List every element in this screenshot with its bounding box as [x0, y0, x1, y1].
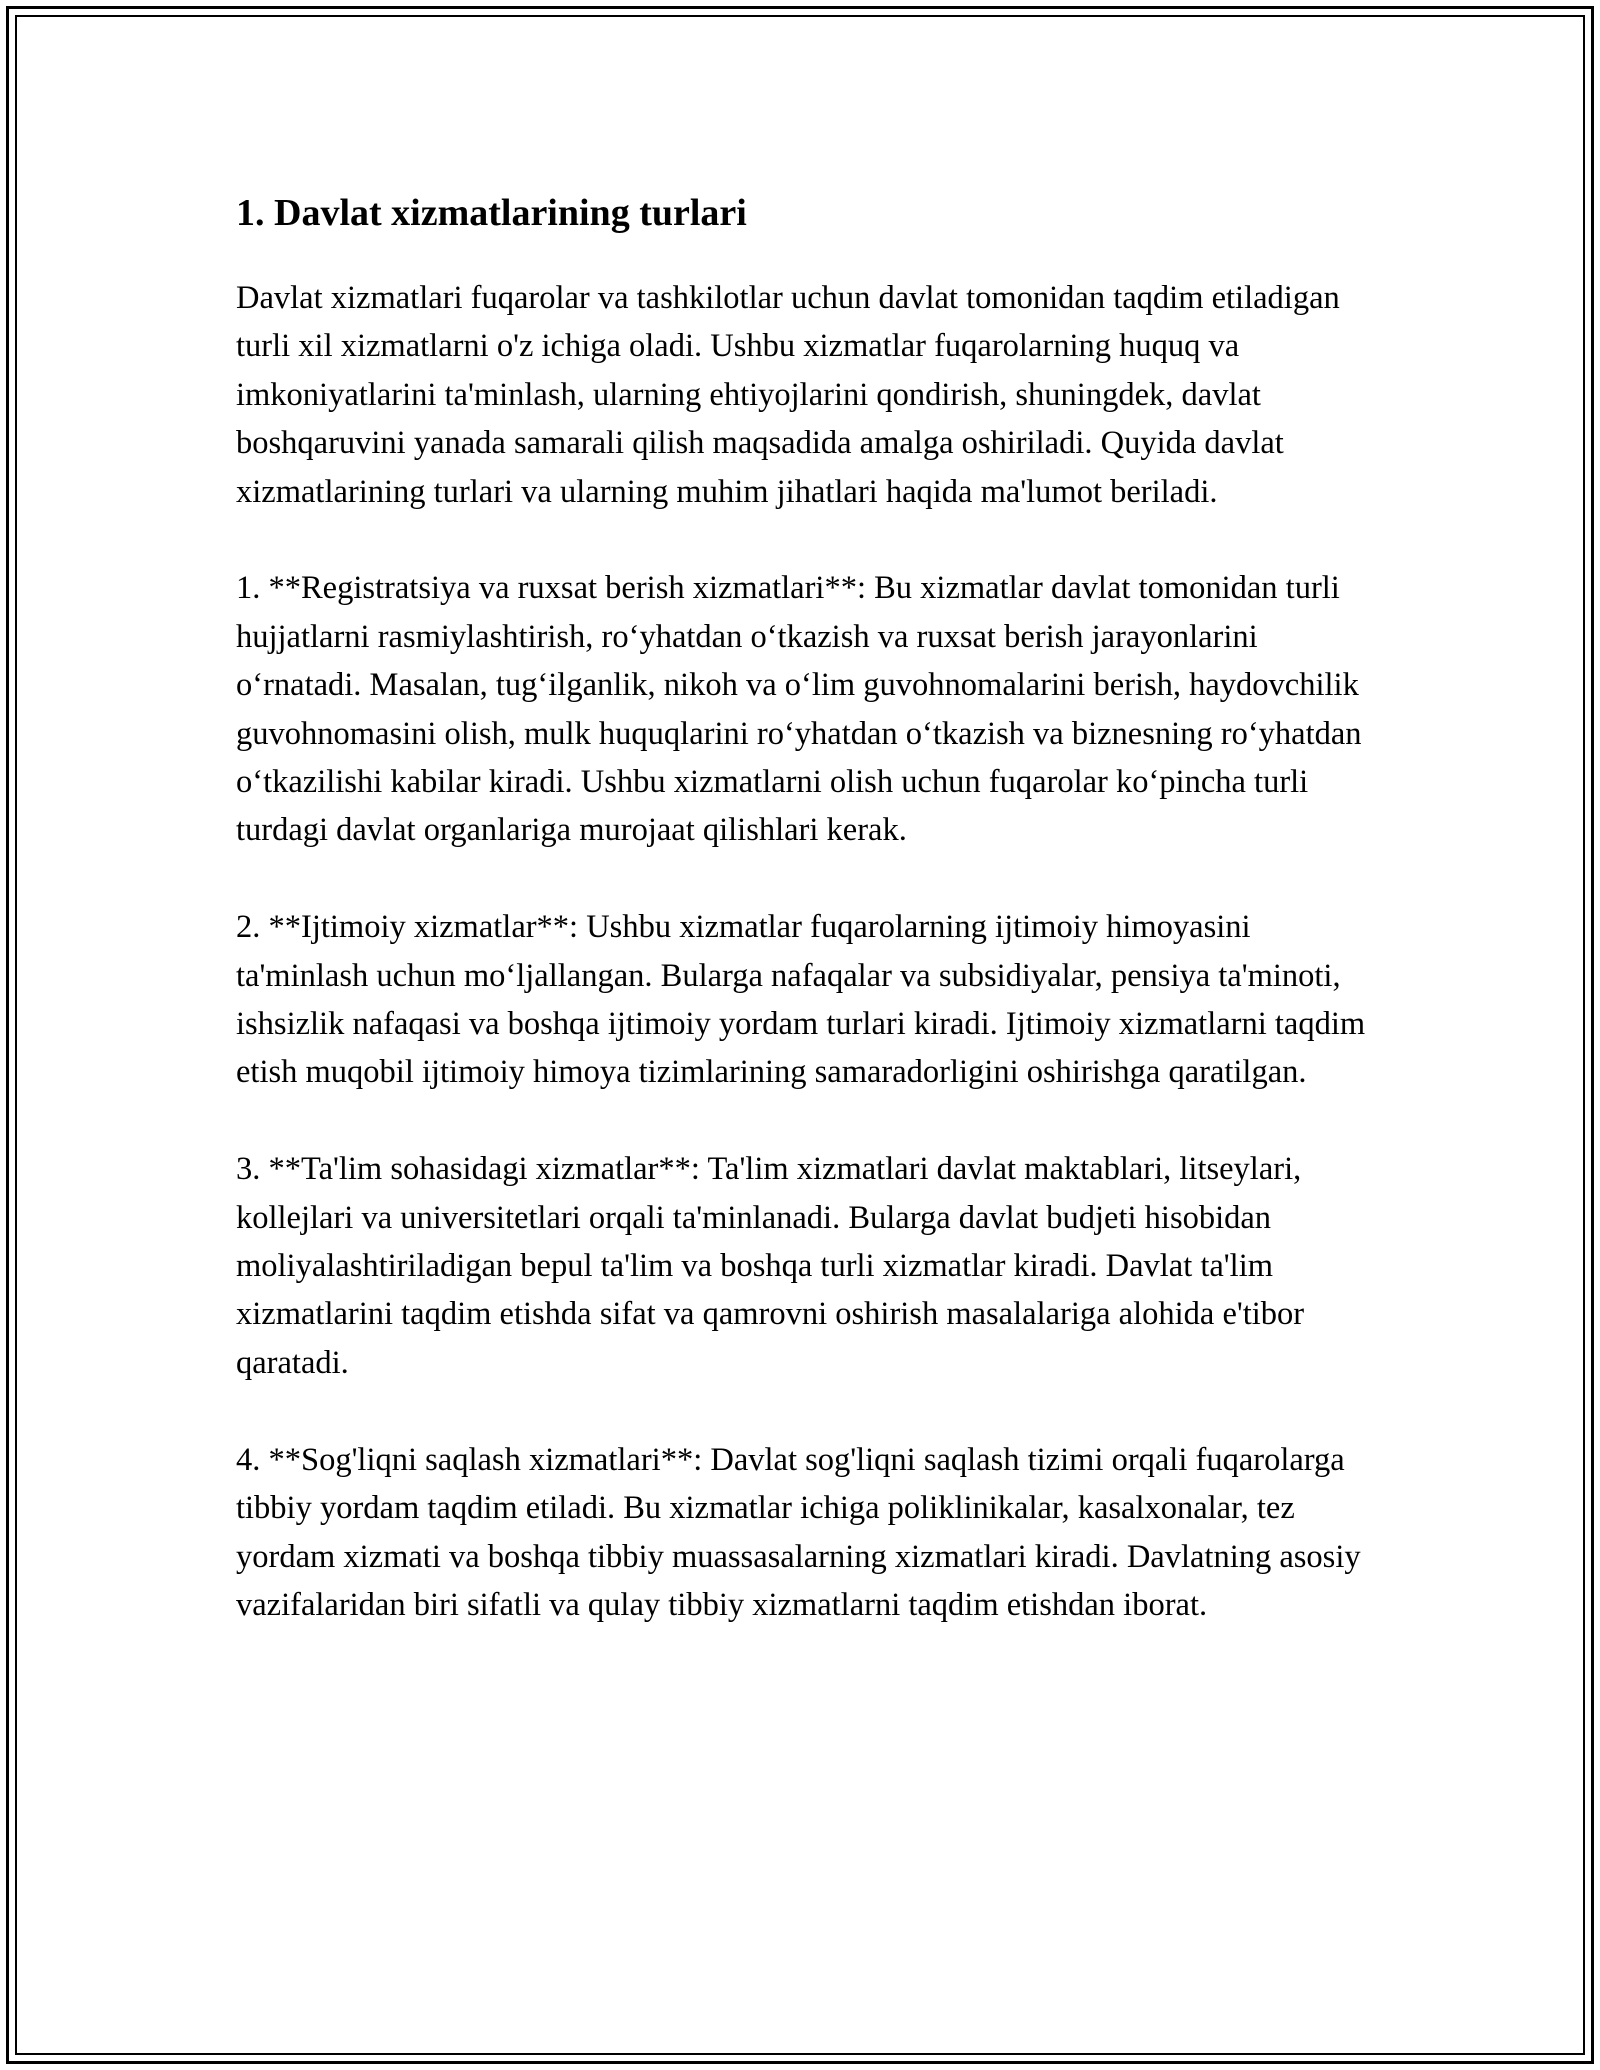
- paragraph-social-services: 2. **Ijtimoiy xizmatlar**: Ushbu xizmatlar fuqarolarning ijtimoiy himoyasini ta'minlash uchun moʻljallangan. Bularga nafaqalar va subsidiyalar, pensiya ta'minoti, ishsizlik nafaqasi va boshqa ijtimoiy yordam turlari kiradi. Ijtimoiy xizmatlarni taqdim etish muqobil ijtimoiy himoya tizimlarining samaradorligini oshirishga qaratilgan.: [236, 909, 1366, 1091]
- paragraph-registration-services: 1. **Registratsiya va ruxsat berish xizmatlari**: Bu xizmatlar davlat tomonidan turli hujjatlarni rasmiylashtirish, roʻyhatdan oʻtkazish va ruxsat berish jarayonlarini oʻrnatadi. Masalan, tugʻilganlik, nikoh va oʻlim guvohnomalarini berish, haydovchilik guvohnomasini olish, mulk huquqlarini roʻyhatdan oʻtkazish va biznesning roʻyhatdan oʻtkazilishi kabilar kiradi. Ushbu xizmatlarni olish uchun fuqarolar koʻpincha turli turdagi davlat organlariga murojaat qilishlari kerak.: [236, 570, 1362, 849]
- paragraph-intro: Davlat xizmatlari fuqarolar va tashkilotlar uchun davlat tomonidan taqdim etiladigan turli xil xizmatlarni o'z ichiga oladi. Ushbu xizmatlar fuqarolarning huquq va imkoniyatlarini ta'minlash, ularning ehtiyojlarini qondirish, shuningdek, davlat boshqaruvini yanada samarali qilish maqsadida amalga oshiriladi. Quyida davlat xizmatlarining turlari va ularning muhim jihatlari haqida ma'lumot beriladi.: [236, 280, 1340, 510]
- paragraph-health-services: 4. **Sog'liqni saqlash xizmatlari**: Davlat sog'liqni saqlash tizimi orqali fuqarolarga tibbiy yordam taqdim etiladi. Bu xizmatlar ichiga poliklinikalar, kasalxonalar, tez yordam xizmati va boshqa tibbiy muassasalarning xizmatlari kiradi. Davlatning asosiy vazifalaridan biri sifatli va qulay tibbiy xizmatlarni taqdim etishdan iborat.: [236, 1441, 1361, 1623]
- document-title: 1. Davlat xizmatlarining turlari: [236, 192, 747, 234]
- paragraph-education-services: 3. **Ta'lim sohasidagi xizmatlar**: Ta'lim xizmatlari davlat maktablari, litseylari, kollejlari va universitetlari orqali ta'minlanadi. Bularga davlat budjeti hisobidan moliyalashtiriladigan bepul ta'lim va boshqa turli xizmatlar kiradi. Davlat ta'lim xizmatlarini taqdim etishda sifat va qamrovni oshirish masalalariga alohida e'tibor qaratadi.: [236, 1151, 1305, 1381]
- document-body: [236, 186, 1376, 1678]
